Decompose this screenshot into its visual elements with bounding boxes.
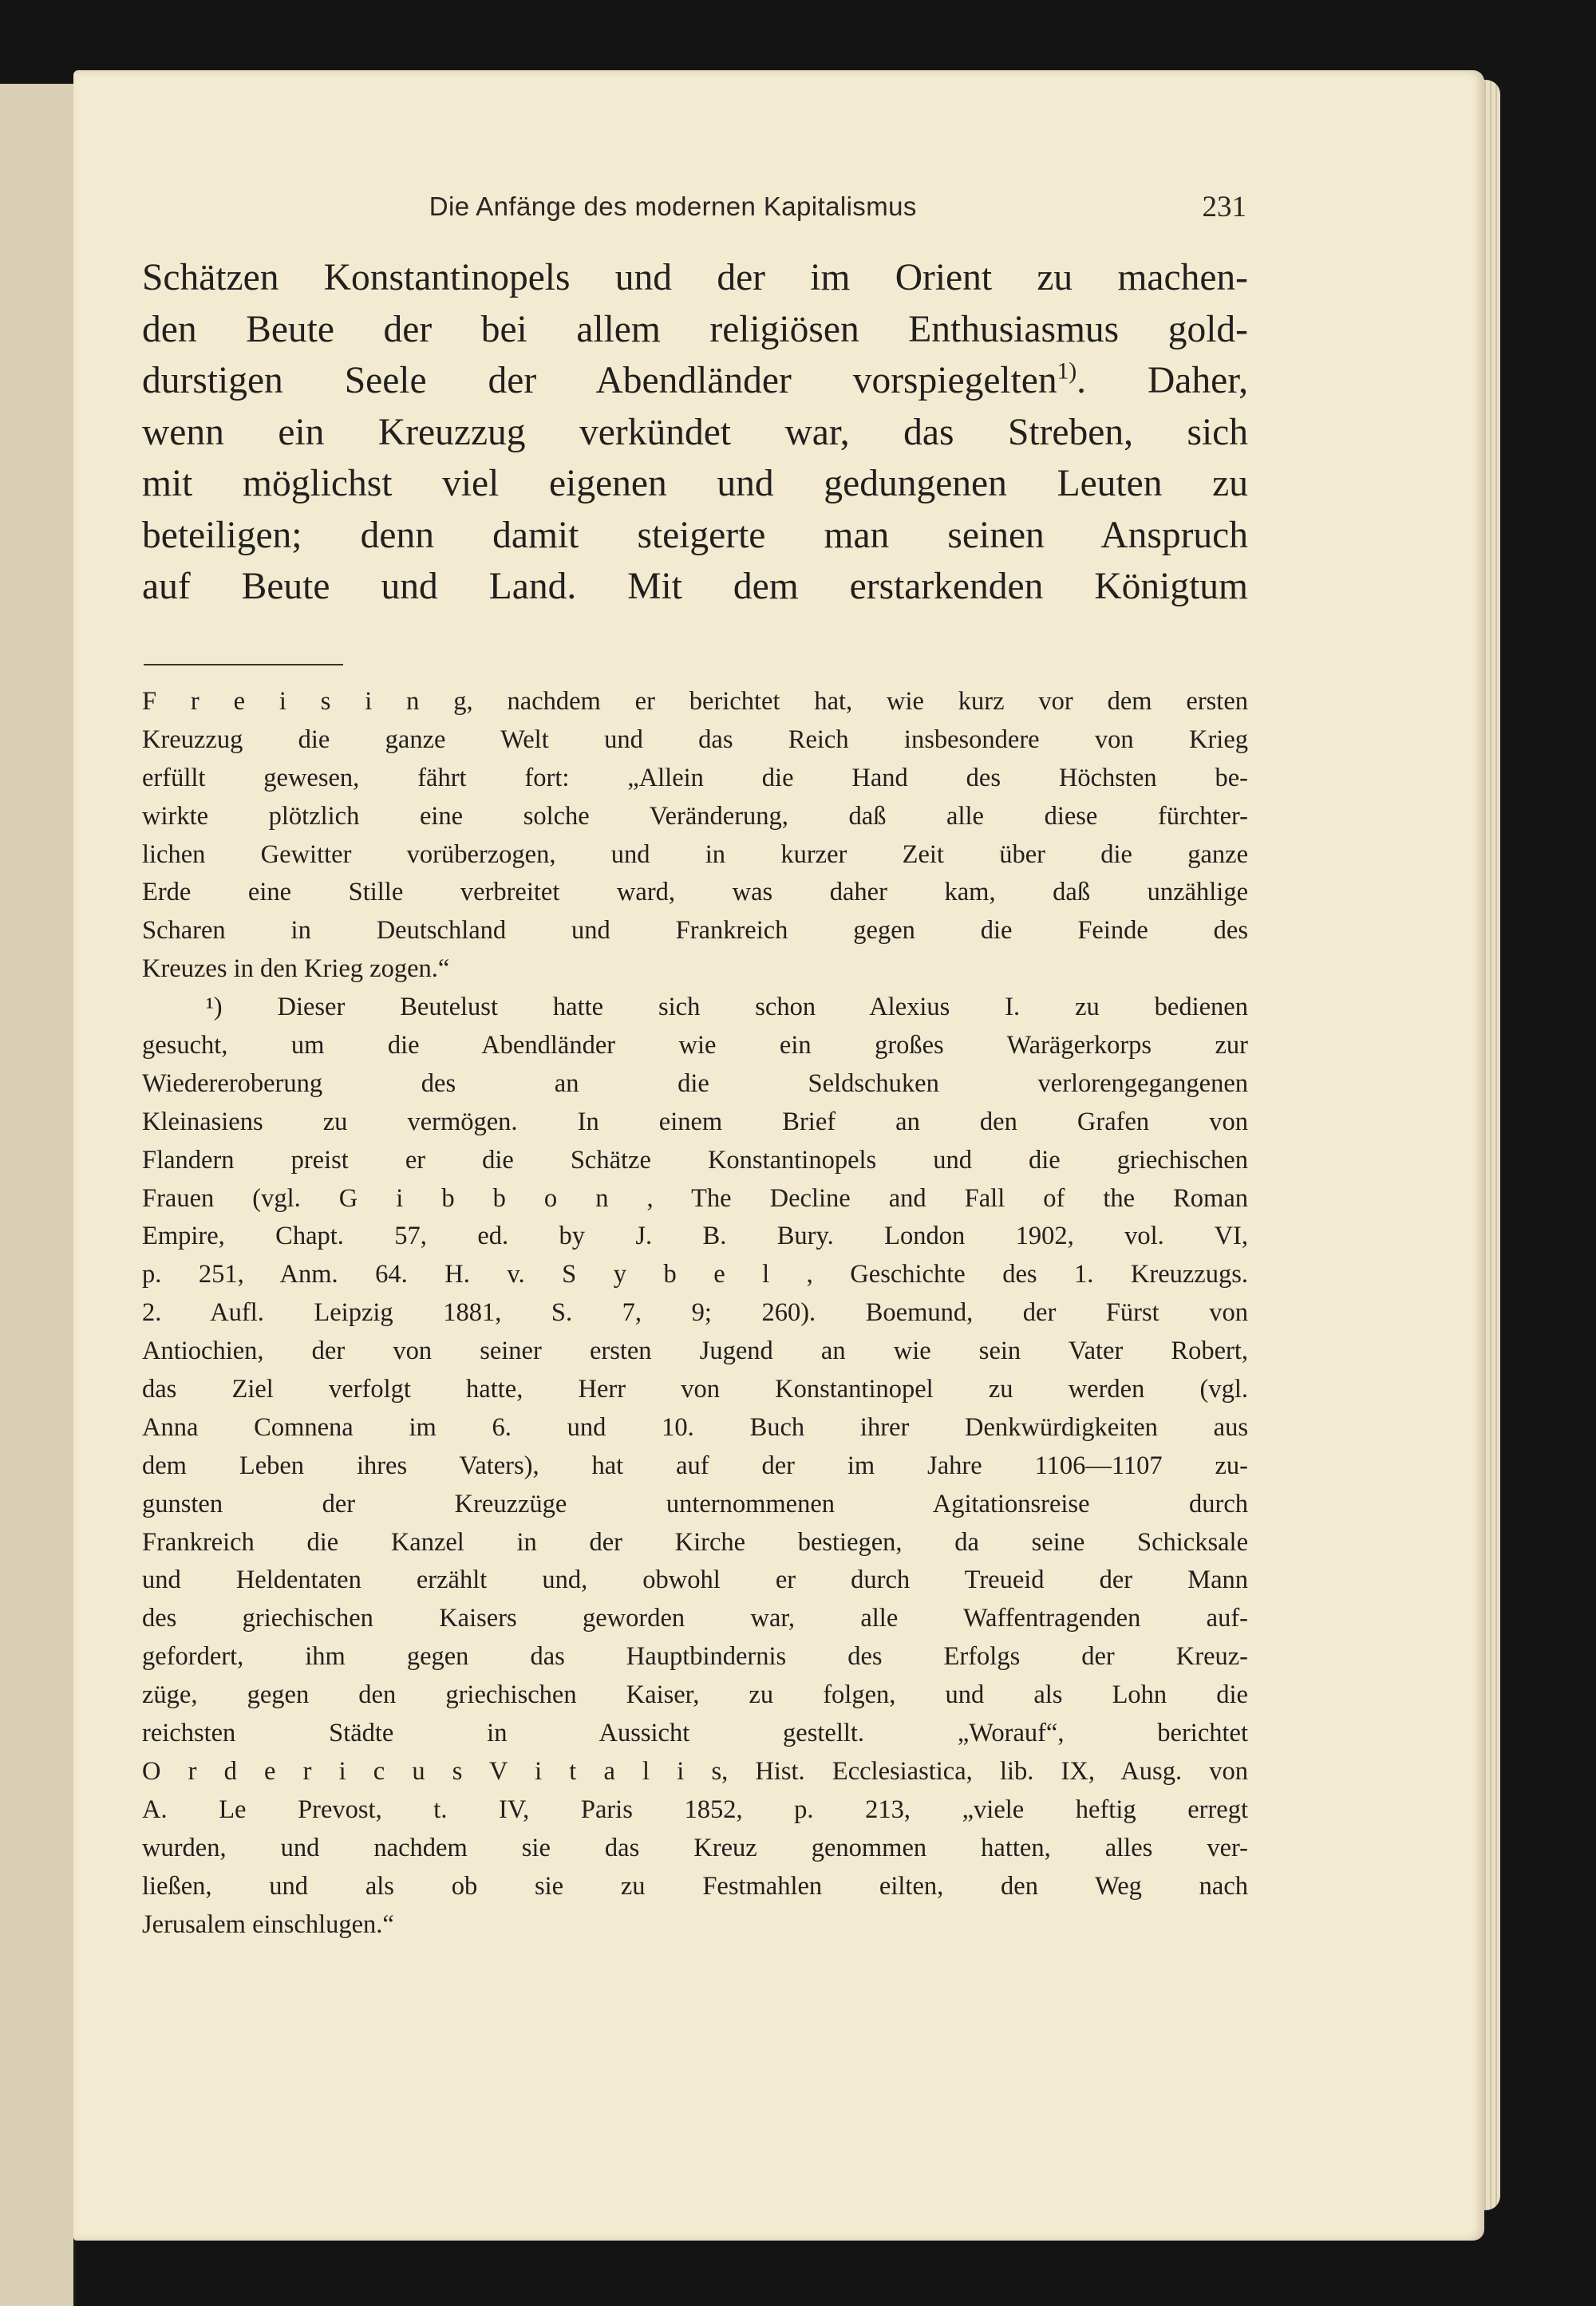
footnote-line: Antiochien, der von seiner ersten Jugend an wie sein Vater Robert,: [142, 1337, 1248, 1366]
footnote-line: des griechischen Kaisers geworden war, alle Waffentragenden auf-: [142, 1604, 1248, 1633]
footnote-separator-rule: [144, 664, 343, 665]
footnote-line: ließen, und als ob sie zu Festmahlen eilten, den Weg nach: [142, 1871, 1248, 1901]
footnote-line: ¹) Dieser Beutelust hatte sich schon Alexius I. zu bedienen: [206, 993, 1248, 1022]
footnote-line: Flandern preist er die Schätze Konstantinopels und die griechischen: [142, 1145, 1248, 1175]
left-page-edge: [0, 84, 76, 2306]
footnote-reference: 1): [1057, 358, 1077, 385]
footnote-line: gesucht, um die Abendländer wie ein großes Warägerkorps zur: [142, 1031, 1248, 1060]
footnote-line: und Heldentaten erzählt und, obwohl er durch Treueid der Mann: [142, 1566, 1248, 1595]
footnote-line: Jerusalem einschlugen.“: [142, 1909, 394, 1939]
footnote-line: 2. Aufl. Leipzig 1881, S. 7, 9; 260). Boemund, der Fürst von: [142, 1298, 1248, 1328]
main-text-line: auf Beute und Land. Mit dem erstarkenden Königtum: [142, 566, 1248, 607]
main-text-line-part: durstigen Seele der Abendländer vorspiegelten: [142, 360, 1057, 401]
footnote-line: p. 251, Anm. 64. H. v. S y b e l , Geschichte des 1. Kreuzzugs.: [142, 1260, 1248, 1289]
footnote-line: A. Le Prevost, t. IV, Paris 1852, p. 213, „viele heftig erregt: [142, 1795, 1248, 1824]
running-head-title: Die Anfänge des modernen Kapitalismus: [429, 192, 917, 221]
footnote-line: das Ziel verfolgt hatte, Herr von Konstantinopel zu werden (vgl.: [142, 1375, 1248, 1404]
main-text-line: beteiligen; denn damit steigerte man seinen Anspruch: [142, 514, 1248, 556]
footnote-line: gefordert, ihm gegen das Hauptbindernis des Erfolgs der Kreuz-: [142, 1642, 1248, 1672]
footnote-line: Kleinasiens zu vermögen. In einem Brief an den Grafen von: [142, 1107, 1248, 1136]
footnote-line: Kreuzes in den Krieg zogen.“: [142, 954, 450, 984]
footnote-line: O r d e r i c u s V i t a l i s, Hist. Ecclesiastica, lib. IX, Ausg. von: [142, 1756, 1248, 1786]
footnote-line: Wiedereroberung des an die Seldschuken verlorengegangenen: [142, 1068, 1248, 1098]
main-text-line: [142, 355, 1248, 407]
main-text-line-part: . Daher,: [1077, 360, 1248, 401]
footnote-line: züge, gegen den griechischen Kaiser, zu folgen, und als Lohn die: [142, 1680, 1248, 1710]
footnote-line: dem Leben ihres Vaters), hat auf der im Jahre 1106—1107 zu-: [142, 1451, 1248, 1480]
main-text-line: mit möglichst viel eigenen und gedungenen Leuten zu: [142, 463, 1248, 504]
footnote-line: Erde eine Stille verbreitet ward, was daher kam, daß unzählige: [142, 878, 1248, 907]
footnote-line: gunsten der Kreuzzüge unternommenen Agitationsreise durch: [142, 1489, 1248, 1518]
footnote-line: Empire, Chapt. 57, ed. by J. B. Bury. London 1902, vol. VI,: [142, 1222, 1248, 1251]
main-text-line: wenn ein Kreuzzug verkündet war, das Streben, sich: [142, 411, 1248, 453]
main-text-line: den Beute der bei allem religiösen Enthusiasmus gold-: [142, 308, 1248, 350]
footnote-line: F r e i s i n g, nachdem er berichtet hat, wie kurz vor dem ersten: [142, 687, 1248, 716]
footnote-line: Anna Comnena im 6. und 10. Buch ihrer Denkwürdigkeiten aus: [142, 1412, 1248, 1442]
footnote-line: erfüllt gewesen, fährt fort: „Allein die Hand des Höchsten be-: [142, 763, 1248, 792]
footnote-line: lichen Gewitter vorüberzogen, und in kurzer Zeit über die ganze: [142, 839, 1248, 869]
footnote-line: Scharen in Deutschland und Frankreich gegen die Feinde des: [142, 916, 1248, 946]
footnote-line: Frankreich die Kanzel in der Kirche bestiegen, da seine Schicksale: [142, 1527, 1248, 1557]
footnote-line: reichsten Städte in Aussicht gestellt. „Worauf“, berichtet: [142, 1719, 1248, 1748]
main-text-block: [142, 252, 1248, 613]
footnote-line: Frauen (vgl. G i b b o n , The Decline and Fall of the Roman: [142, 1183, 1248, 1213]
running-head: [144, 179, 1246, 235]
footnotes-block: [142, 683, 1248, 1944]
page-number: 231: [1202, 190, 1246, 223]
footnote-line: wurden, und nachdem sie das Kreuz genommen hatten, alles ver-: [142, 1833, 1248, 1862]
footnote-line: Kreuzzug die ganze Welt und das Reich insbesondere von Krieg: [142, 725, 1248, 754]
footnote-line: wirkte plötzlich eine solche Veränderung, daß alle diese fürchter-: [142, 801, 1248, 831]
main-text-line: Schätzen Konstantinopels und der im Orient zu machen-: [142, 257, 1248, 298]
